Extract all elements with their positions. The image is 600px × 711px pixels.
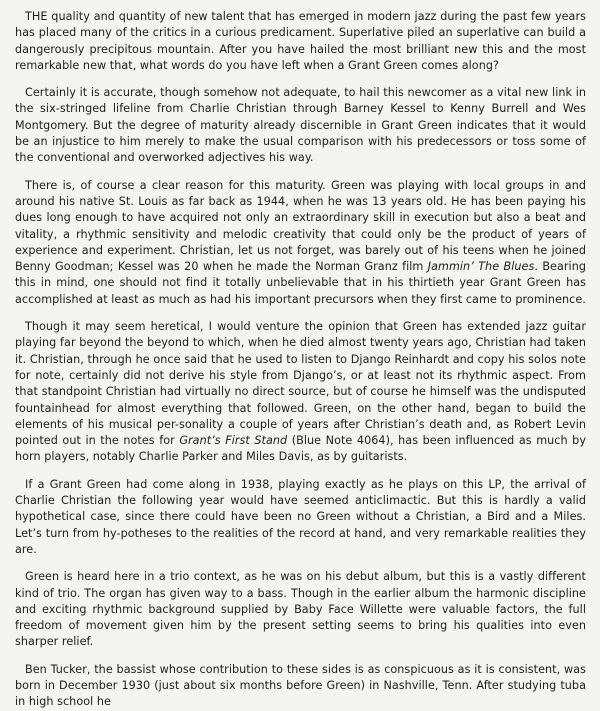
text-run: . Bearing this in mind, one should not find it totally unbelievable that in his thirtieth year Grant Green has accomplished at least as much as had his important precursors when they first came to prominence.: [15, 260, 586, 306]
text-run: (Blue Note 4064), has been influenced as much by horn players, notably Charlie Parker and Miles Davis, as by guitarists.: [15, 434, 586, 464]
album-title: Jammin’ The Blues: [427, 260, 535, 274]
text-run: There is, of course a clear reason for this maturity. Green was playing with local groups in and around his native St. Louis as far back as 1944, when he was 13 years old. He has been paying his dues long enough to have acquired not only an extraordinary skill in execution but also a beat and vitality, a rhythmic sensitivity and melodic creativity that could only be the product of years of experience and experiment. Christian, let us not forget, was barely out of his teens when he joined Benny Goodman; Kessel was 20 when he made the Norman Granz film: [15, 178, 586, 274]
text-run: Green is heard here in a trio context, as he was on his debut album, but this is a vastly different kind of trio. The organ has given way to a bass. Though in the earlier album the harmonic discipline and exciting rhythmic background supplied by Baby Face Willette were valuable factors, the full freedom of movement given him by the present setting seems to bring his qualities into even sharper relief.: [15, 570, 586, 649]
paragraph-7: [15, 662, 586, 711]
album-title: Grant’s First Stand: [179, 434, 288, 448]
paragraph-5: [15, 477, 586, 558]
text-run: Ben Tucker, the bassist whose contribution to these sides is as conspicuous as it is consistent, was born in December 1930 (just about six months before Green) in Nashville, Tenn. After studying tuba in high school he: [15, 662, 586, 709]
paragraph-4: [15, 319, 586, 466]
paragraph-3: [15, 178, 586, 308]
paragraph-6: [15, 569, 586, 650]
paragraph-1: [15, 9, 586, 74]
text-run: If a Grant Green had come along in 1938, playing exactly as he plays on this LP, the arrival of Charlie Christian the following year would have seemed anticlimactic. But this is hardly a valid hypothetical case, since there could have been no Green without a Christian, a Bird and a Miles. Let’s turn from hy-potheses to the realities of the record at hand, and very remarkable realities they are.: [15, 477, 586, 556]
text-run: Though it may seem heretical, I would venture the opinion that Green has extended jazz guitar playing far beyond the beyond to which, when he died almost twenty years ago, Christian had taken it. Christian, through he once said that he used to listen to Django Reinhardt and copy his solos note for note, certainly did not derive his style from Django’s, or at least not its rhythmic aspect. From that standpoint Christian had virtually no direct source, but of course he himself was the undisputed fountainhead for almost everything that followed. Green, on the other hand, began to build the elements of his musical per-sonality a couple of years after Christian’s death and, as Robert Levin pointed out in the notes for: [15, 320, 586, 448]
text-run: THE quality and quantity of new talent that has emerged in modern jazz during the past few years has placed many of the critics in a curious predicament. Superlative piled an superlative can build a dangerously precipitous mountain. After you have hailed the most brilliant new this and the most remarkable new that, what words do you have left when a Grant Green comes along?: [15, 10, 586, 72]
text-run: Certainly it is accurate, though somehow not adequate, to hail this newcomer as a vital new link in the six-stringed lifeline from Charlie Christian through Barney Kessel to Kenny Burrell and Wes Montgomery. But the degree of maturity already discernible in Grant Green indicates that it would be an injustice to him merely to make the usual comparison with his predecessors or toss some of the conventional and overworked adjectives his way.: [15, 86, 586, 165]
paragraph-2: [15, 85, 586, 166]
